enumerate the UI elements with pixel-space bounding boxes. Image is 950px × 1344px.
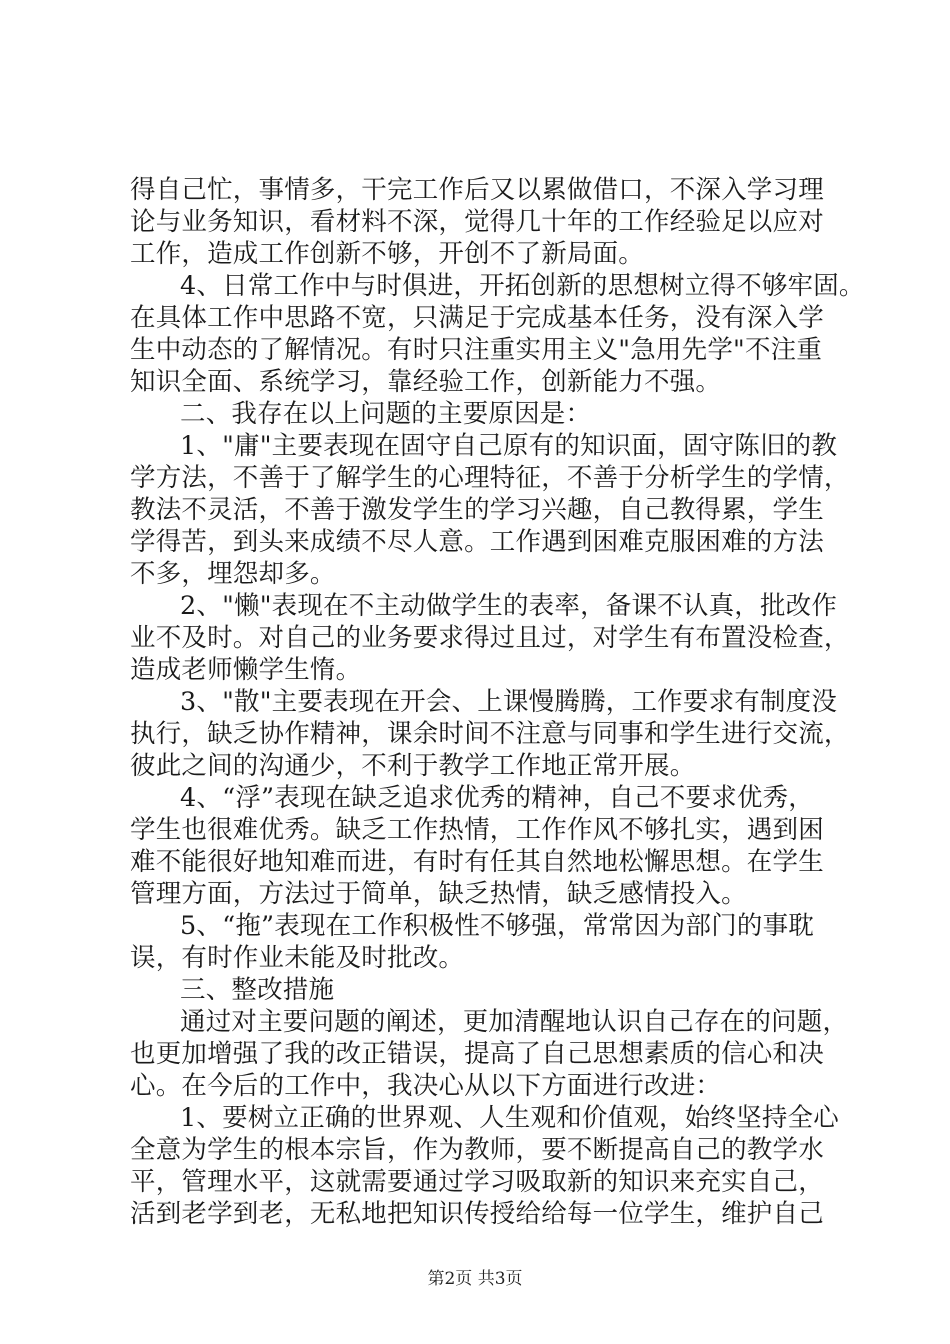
text-line: 不多，埋怨却多。	[130, 559, 336, 589]
section-heading: 三、整改措施	[180, 975, 335, 1005]
text-line: 知识全面、系统学习，靠经验工作，创新能力不强。	[130, 367, 722, 397]
text-line: 误，有时作业未能及时批改。	[130, 943, 465, 973]
text-line: 心。在今后的工作中，我决心从以下方面进行改进：	[130, 1071, 722, 1101]
text-line: 平，管理水平，这就需要通过学习吸取新的知识来充实自己，	[130, 1167, 824, 1197]
paragraph-start-line: 3、"散"主要表现在开会、上课慢腾腾，工作要求有制度没	[180, 687, 838, 717]
text-line: 学得苦，到头来成绩不尽人意。工作遇到困难克服困难的方法	[130, 527, 824, 557]
text-line: 全意为学生的根本宗旨，作为教师，要不断提高自己的教学水	[130, 1135, 824, 1165]
text-line: 彼此之间的沟通少，不利于教学工作地正常开展。	[130, 751, 696, 781]
text-line: 生中动态的了解情况。有时只注重实用主义"急用先学"不注重	[130, 335, 823, 365]
paragraph-start-line: 2、"懒"表现在不主动做学生的表率，备课不认真，批改作	[180, 591, 838, 621]
paragraph-start-line: 5、“拖”表现在工作积极性不够强，常常因为部门的事耽	[180, 911, 814, 941]
section-heading: 二、我存在以上问题的主要原因是：	[180, 399, 592, 429]
paragraph-start-line: 1、"庸"主要表现在固守自己原有的知识面，固守陈旧的教	[180, 431, 838, 461]
paragraph-start-line: 4、日常工作中与时俱进，开拓创新的思想树立得不够牢固。	[180, 271, 865, 301]
text-line: 学方法，不善于了解学生的心理特征，不善于分析学生的学情，	[130, 463, 850, 493]
text-line: 执行，缺乏协作精神，课余时间不注意与同事和学生进行交流，	[130, 719, 850, 749]
paragraph-start-line: 4、“浮”表现在缺乏追求优秀的精神，自己不要求优秀，	[180, 783, 814, 813]
paragraph-start-line: 1、要树立正确的世界观、人生观和价值观，始终坚持全心	[180, 1103, 839, 1133]
text-line: 论与业务知识，看材料不深，觉得几十年的工作经验足以应对	[130, 207, 824, 237]
text-line: 业不及时。对自己的业务要求得过且过，对学生有布置没检查，	[130, 623, 850, 653]
paragraph-start-line: 通过对主要问题的阐述，更加清醒地认识自己存在的问题，	[180, 1007, 849, 1037]
text-line: 也更加增强了我的改正错误，提高了自己思想素质的信心和决	[130, 1039, 824, 1069]
text-line: 教法不灵活，不善于激发学生的学习兴趣，自己教得累，学生	[130, 495, 824, 525]
text-line: 工作，造成工作创新不够，开创不了新局面。	[130, 239, 645, 269]
text-line: 管理方面，方法过于简单，缺乏热情，缺乏感情投入。	[130, 879, 747, 909]
page-number-footer: 第2页 共3页	[427, 1269, 523, 1289]
text-line: 造成老师懒学生惰。	[130, 655, 362, 685]
text-line: 在具体工作中思路不宽，只满足于完成基本任务，没有深入学	[130, 303, 824, 333]
text-line: 得自己忙，事情多，干完工作后又以累做借口，不深入学习理	[130, 175, 824, 205]
text-line: 学生也很难优秀。缺乏工作热情，工作作风不够扎实，遇到困	[130, 815, 824, 845]
text-line: 活到老学到老，无私地把知识传授给给每一位学生，维护自己	[130, 1199, 824, 1229]
text-line: 难不能很好地知难而进，有时有任其自然地松懈思想。在学生	[130, 847, 824, 877]
